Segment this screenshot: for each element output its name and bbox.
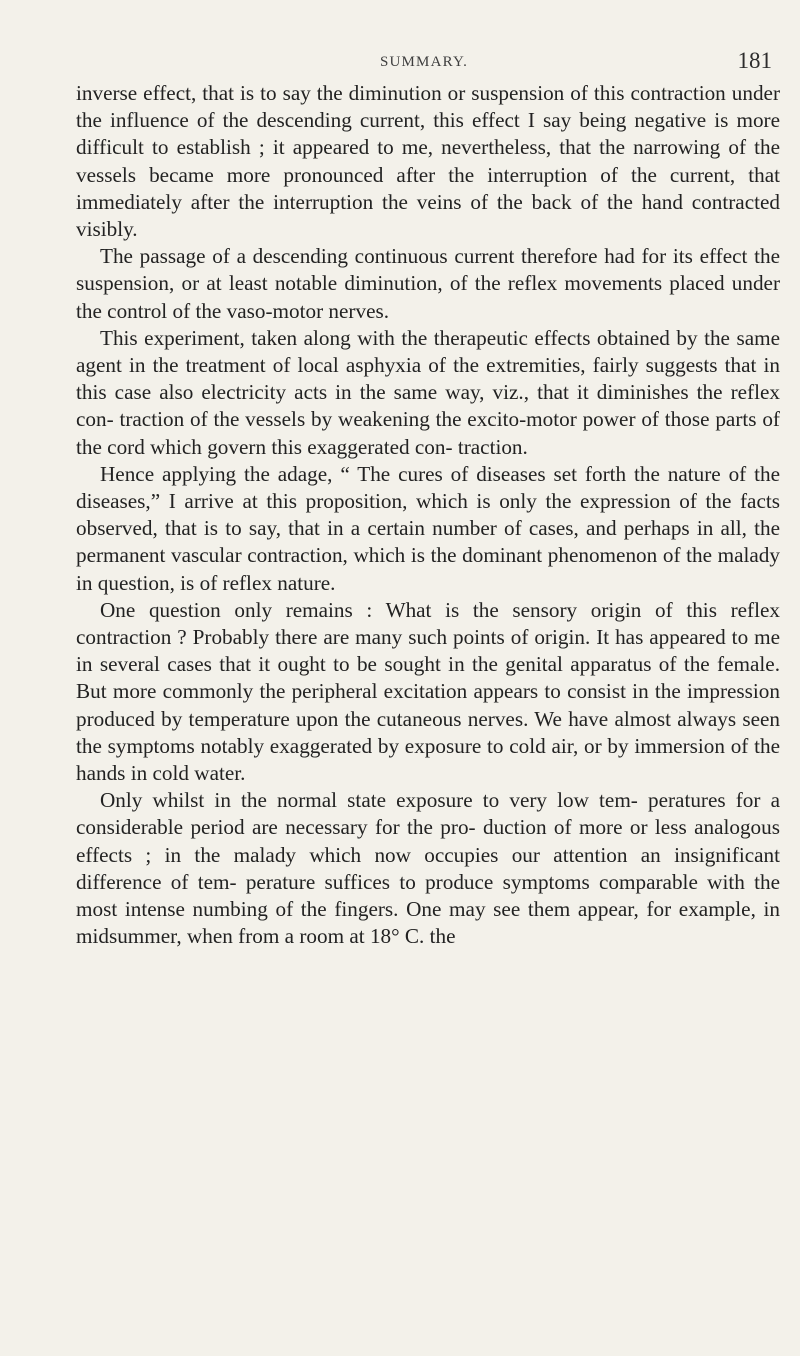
paragraph-3: This experiment, taken along with the therapeutic effects obtained by the same agent in the treatment of local asphyxia of the extremities, fairly suggests that in this case also electricity acts in the same way, viz., that it diminishes the reflex con- traction of the vessels by weakening the excito-motor power of those parts of the cord which govern this exaggerated con- traction. bbox=[76, 325, 780, 459]
page-header bbox=[76, 28, 772, 80]
body-text bbox=[76, 80, 780, 951]
running-head: SUMMARY. bbox=[379, 54, 469, 70]
paragraph-1: inverse effect, that is to say the diminution or suspension of this contraction under the influence of the descending current, this effect I say being negative is more difficult to establish ; it appeared to me, nevertheless, that the narrowing of the vessels became more pronounced after the interruption of the current, that immediately after the interruption the veins of the back of the hand contracted visibly. bbox=[76, 81, 780, 242]
paragraph-5: One question only remains : What is the sensory origin of this reflex contraction ? Probably there are many such points of origin. It has appeared to me in several cases that it ought to be sought in the genital apparatus of the female. But more commonly the peripheral excitation appears to consist in the impression produced by temperature upon the cutaneous nerves. We have almost always seen the symptoms notably exaggerated by exposure to cold air, or by immersion of the hands in cold water. bbox=[76, 597, 780, 786]
page-number: 181 bbox=[737, 48, 772, 73]
paragraph-2: The passage of a descending continuous current therefore had for its effect the suspension, or at least notable diminution, of the reflex movements placed under the control of the vaso-motor nerves. bbox=[76, 244, 780, 323]
paragraph-6: Only whilst in the normal state exposure to very low tem- peratures for a considerable period are necessary for the pro- duction of more or less analogous effects ; in the malady which now occupies our attention an insignificant difference of tem- perature suffices to produce symptoms comparable with the most intense numbing of the fingers. One may see them appear, for example, in midsummer, when from a room at 18° C. the bbox=[76, 788, 780, 949]
paragraph-4: Hence applying the adage, “ The cures of diseases set forth the nature of the diseases,” I arrive at this proposition, which is only the expression of the facts observed, that is to say, that in a certain number of cases, and perhaps in all, the permanent vascular contraction, which is the dominant phenomenon of the malady in question, is of reflex nature. bbox=[76, 461, 780, 595]
